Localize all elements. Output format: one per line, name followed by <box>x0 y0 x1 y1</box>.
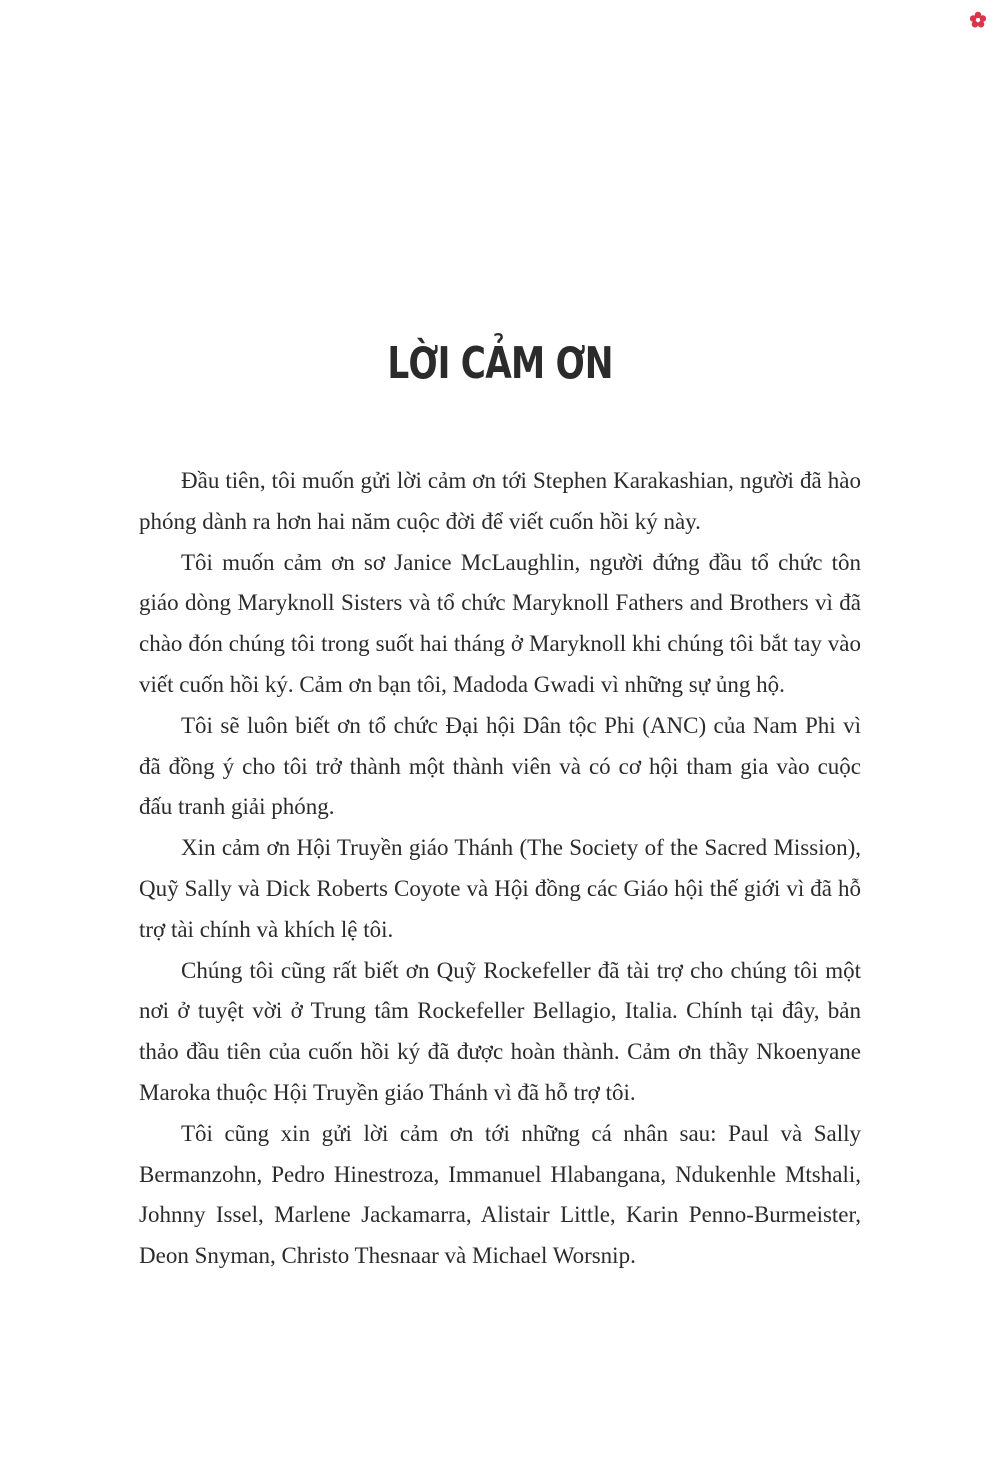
paragraph: Tôi sẽ luôn biết ơn tổ chức Đại hội Dân tộc Phi (ANC) của Nam Phi vì đã đồng ý cho tôi trở thành một thành viên và có cơ hội tham gia vào cuộc đấu tranh giải phóng. <box>139 712 861 820</box>
acknowledgements-body <box>139 461 861 1277</box>
paragraph: Chúng tôi cũng rất biết ơn Quỹ Rockefeller đã tài trợ cho chúng tôi một nơi ở tuyệt vời ở Trung tâm Rockefeller Bellagio, Italia. Chính tại đây, bản thảo đầu tiên của cuốn hồi ký đã được hoàn thành. Cảm ơn thầy Nkoenyane Maroka thuộc Hội Truyền giáo Thánh vì đã hỗ trợ tôi. <box>139 957 861 1105</box>
page-title: LỜI CẢM ƠN <box>387 338 613 389</box>
paragraph: Tôi muốn cảm ơn sơ Janice McLaughlin, người đứng đầu tổ chức tôn giáo dòng Maryknoll Sisters và tổ chức Maryknoll Fathers and Brothers vì đã chào đón chúng tôi trong suốt hai tháng ở Maryknoll khi chúng tôi bắt tay vào viết cuốn hồi ký. Cảm ơn bạn tôi, Madoda Gwadi vì những sự ủng hộ. <box>139 549 861 697</box>
flower-icon <box>968 10 988 30</box>
paragraph: Tôi cũng xin gửi lời cảm ơn tới những cá nhân sau: Paul và Sally Bermanzohn, Pedro Hinestroza, Immanuel Hlabangana, Ndukenhle Mtshali, Johnny Issel, Marlene Jackamarra, Alistair Little, Karin Penno-Burmeister, Deon Snyman, Christo Thesnaar và Michael Worsnip. <box>139 1120 861 1269</box>
paragraph: Đầu tiên, tôi muốn gửi lời cảm ơn tới Stephen Karakashian, người đã hào phóng dành ra hơn hai năm cuộc đời để viết cuốn hồi ký này. <box>139 468 861 534</box>
paragraph: Xin cảm ơn Hội Truyền giáo Thánh (The Society of the Sacred Mission), Quỹ Sally và Dick Roberts Coyote và Hội đồng các Giáo hội thế giới vì đã hỗ trợ tài chính và khích lệ tôi. <box>139 835 861 942</box>
